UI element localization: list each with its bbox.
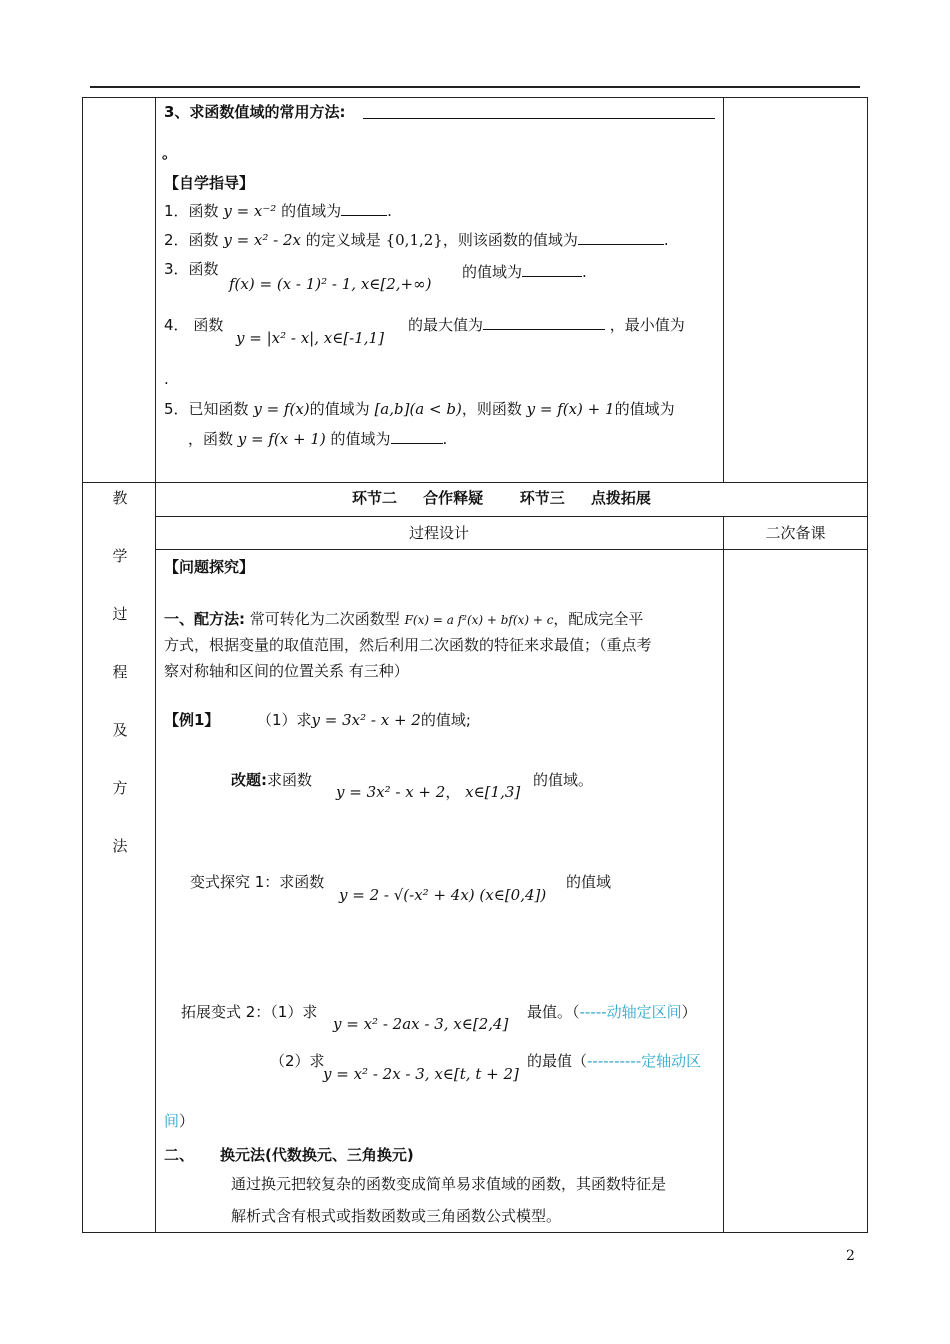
left-label-char-6: 方 — [112, 779, 128, 797]
row-divider-1 — [82, 482, 868, 483]
method1-line3: 察对称轴和区间的位置关系 有三种） — [164, 662, 409, 680]
method1-line1 — [164, 608, 643, 631]
example1-label: 【例1】 — [164, 711, 220, 729]
section3-blank — [363, 118, 715, 119]
q5-line2-post: 的值域为 — [330, 430, 391, 448]
section3-period: 。 — [162, 144, 178, 162]
extension-close-1: ） — [681, 1003, 697, 1021]
extension-tail-1 — [527, 1001, 697, 1023]
section-header-part4: 点拨拓展 — [590, 489, 651, 507]
modified-formula-2: x∈[1,3] — [465, 783, 521, 801]
section-header-part2: 合作释疑 — [423, 489, 484, 507]
q4-end: . — [164, 370, 169, 388]
q5-formula-2: y = f(x) + 1 — [526, 400, 615, 418]
col-divider-right-bottom — [723, 516, 724, 1233]
question-3-label — [164, 258, 219, 280]
method2-line1: 通过换元把较复杂的函数变成简单易求值域的函数，其函数特征是 — [231, 1175, 667, 1193]
extension-post-2: 的最值（ — [527, 1052, 588, 1070]
method1-title: 一、配方法: — [164, 610, 245, 628]
extension-close-2: ） — [179, 1112, 195, 1130]
method2-title: 换元法(代数换元、三角换元) — [220, 1146, 414, 1164]
q4-formula: y = |x² - x|, x∈[-1,1] — [236, 329, 384, 347]
variant1-formula: y = 2 - √(-x² + 4x) (x∈[0,4]) — [339, 886, 547, 904]
q3-answer-blank — [522, 261, 582, 277]
self-study-title: 【自学指导】 — [164, 174, 255, 192]
q5-formula-3: y = f(x + 1) — [237, 430, 326, 448]
example1-formula: y = 3x² - x + 2 — [311, 711, 421, 729]
q5-number: 5． — [164, 400, 189, 418]
table-bottom-border — [82, 1232, 868, 1233]
modified-sep: ， — [445, 783, 461, 801]
q5-mid-2: ，则函数 — [461, 400, 522, 418]
question-1 — [164, 200, 392, 222]
q5-line2-pre: ，函数 — [188, 430, 234, 448]
section3-heading-text: 3、求函数值域的常用方法: — [164, 103, 346, 121]
q2-set: {0,1,2} — [385, 231, 443, 249]
q5-end: . — [442, 430, 448, 448]
q2-post: ，则该函数的值域为 — [442, 231, 578, 249]
extension-note-1: -----动轴定区间 — [579, 1003, 682, 1021]
q3-pre: 函数 — [188, 260, 219, 278]
method2-number: 二、 — [164, 1146, 195, 1164]
col-divider-right-top — [723, 97, 724, 483]
modified-post: 的值域。 — [533, 771, 594, 789]
q3-number: 3． — [164, 260, 189, 278]
q3-formula: f(x) = (x - 1)² - 1, x∈[2,+∞) — [229, 275, 432, 293]
inquiry-title: 【问题探究】 — [164, 558, 255, 576]
extension-formula-2: y = x² - 2x - 3, x∈[t, t + 2] — [323, 1065, 519, 1083]
q2-pre: 函数 — [188, 231, 219, 249]
q4-pre: 函数 — [193, 316, 224, 334]
left-label-char-1: 教 — [112, 489, 128, 507]
method1-post: ，配成完全平 — [553, 610, 644, 628]
extension-label: 拓展变式 2：（1）求 — [181, 1003, 318, 1021]
extension-note-2b: 间 — [164, 1112, 180, 1130]
example1-pre: （1）求 — [257, 711, 312, 729]
q5-formula-1: y = f(x) — [253, 400, 310, 418]
q4-mid: ，最小值为 — [609, 316, 685, 334]
extension-note-2: ----------定轴动区 — [587, 1052, 702, 1070]
col-header-backup: 二次备课 — [765, 524, 826, 542]
question-3-tail — [462, 261, 587, 283]
extension-wrap — [164, 1110, 194, 1132]
col-header-process: 过程设计 — [408, 524, 469, 542]
row-divider-3 — [155, 549, 868, 550]
method1-line2: 方式，根据变量的取值范围，然后利用二次函数的特征来求最值；（重点考 — [164, 636, 652, 654]
variant1-label: 变式探究 1：求函数 — [190, 873, 325, 891]
left-label-char-3: 过 — [112, 605, 128, 623]
header-rule — [90, 86, 860, 88]
question-5-line2 — [188, 428, 447, 450]
q5-answer-blank — [391, 428, 443, 444]
q1-end: . — [387, 202, 392, 220]
q4-number: 4． — [164, 316, 189, 334]
q1-formula: y = x⁻² — [223, 202, 277, 220]
table-left-border — [82, 97, 83, 1233]
modified-pre: 求函数 — [267, 771, 313, 789]
extension2-label: （2）求 — [270, 1052, 325, 1070]
left-label-char-4: 程 — [112, 663, 128, 681]
q2-formula: y = x² - 2x — [223, 231, 302, 249]
extension-post-1: 最值。（ — [527, 1003, 580, 1021]
method1-formula: F(x) = a f²(x) + bf(x) + c — [404, 613, 554, 627]
q1-pre: 函数 — [188, 202, 219, 220]
q5-range: [a,b](a < b) — [374, 400, 462, 418]
section-header-part1: 环节二 — [352, 489, 398, 507]
page-number: 2 — [846, 1248, 855, 1264]
modified-problem-formula — [336, 781, 520, 803]
question-4-tail — [408, 314, 685, 336]
q5-mid-1: 的值域为 — [309, 400, 370, 418]
modified-label: 改题: — [231, 771, 267, 789]
q5-pre: 已知函数 — [188, 400, 249, 418]
modified-formula-1: y = 3x² - x + 2 — [336, 783, 446, 801]
example1 — [164, 709, 471, 731]
left-label-char-2: 学 — [112, 547, 128, 565]
q1-post: 的值域为 — [281, 202, 342, 220]
section3-heading — [164, 101, 345, 123]
q2-mid: 的定义域是 — [305, 231, 381, 249]
q1-number: 1． — [164, 202, 189, 220]
variant1-post: 的值域 — [566, 873, 612, 891]
example1-post: 的值域; — [420, 711, 471, 729]
method2-line2: 解析式含有根式或指数函数或三角函数公式模型。 — [231, 1207, 562, 1225]
left-label-char-5: 及 — [112, 721, 128, 739]
q2-number: 2． — [164, 231, 189, 249]
section-header — [352, 487, 651, 509]
method2-heading — [164, 1144, 414, 1166]
q1-answer-blank — [341, 200, 387, 216]
q4-max-blank — [483, 314, 605, 330]
left-label-char-7: 法 — [112, 837, 128, 855]
row-divider-2 — [155, 516, 868, 517]
table-top-border — [82, 97, 868, 98]
question-4-label — [164, 314, 223, 336]
question-2 — [164, 229, 669, 251]
col-divider-left — [155, 97, 156, 1233]
question-5-line1 — [164, 398, 675, 420]
q5-mid-3: 的值域为 — [614, 400, 675, 418]
method1-pre: 常可转化为二次函数型 — [249, 610, 400, 628]
extension-formula-1: y = x² - 2ax - 3, x∈[2,4] — [333, 1015, 509, 1033]
q3-end: . — [582, 263, 587, 281]
q3-post: 的值域为 — [462, 263, 523, 281]
section-header-part3: 环节三 — [519, 489, 565, 507]
q2-answer-blank — [578, 229, 664, 245]
q4-post: 的最大值为 — [408, 316, 484, 334]
q2-end: . — [663, 231, 669, 249]
extension-tail-2 — [527, 1050, 701, 1072]
table-right-border — [867, 97, 868, 1233]
modified-problem-label — [231, 769, 312, 791]
